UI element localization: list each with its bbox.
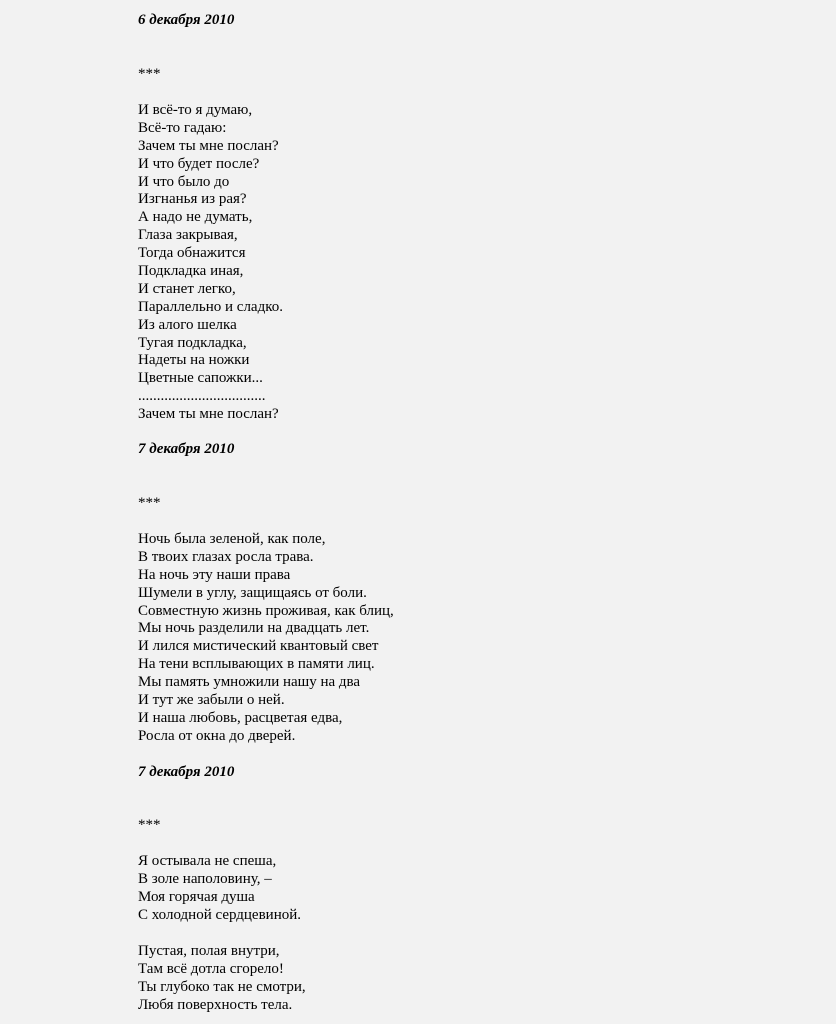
poem-line: А надо не думать, <box>138 209 253 226</box>
poem-date: 7 декабря 2010 <box>138 764 235 780</box>
poem-line: На ночь эту наши права <box>138 566 291 583</box>
poem-line: Мы память умножили нашу на два <box>138 674 361 691</box>
poem-line: Я остывала не спеша, <box>138 853 277 869</box>
poem-line: Совместную жизнь проживая, как блиц, <box>138 602 394 619</box>
poem-date: 7 декабря 2010 <box>138 441 235 457</box>
poem-line: Ты глубоко так не смотри, <box>138 978 306 995</box>
stanza <box>138 102 283 424</box>
poem-line: Там всё дотла сгорело! <box>138 960 284 977</box>
poem-line: С холодной сердцевиной. <box>138 906 302 923</box>
stanza <box>138 943 306 1015</box>
poem-line: Глаза закрывая, <box>138 227 238 244</box>
poem-line: Зачем ты мне послан? <box>138 137 279 154</box>
poem-line: И наша любовь, расцветая едва, <box>138 709 343 726</box>
poem-line: Изгнанья из рая? <box>138 191 247 208</box>
poem-line: Зачем ты мне послан? <box>138 406 279 423</box>
poem-line: Пустая, полая внутри, <box>138 943 280 959</box>
poem-line: В золе наполовину, – <box>138 870 272 887</box>
poem-line: Тогда обнажится <box>138 245 246 262</box>
poem-line: Росла от окна до дверей. <box>138 727 296 744</box>
poem-line: И что будет после? <box>138 155 260 172</box>
section-separator: *** <box>138 817 161 833</box>
poem-line: И тут же забыли о ней. <box>138 692 285 709</box>
stanza <box>138 531 394 746</box>
poem-line: И лился мистический квантовый свет <box>138 638 379 655</box>
section-separator: *** <box>138 66 161 82</box>
section-separator: *** <box>138 495 161 511</box>
poem-line: Мы ночь разделили на двадцать лет. <box>138 620 370 637</box>
poem-line: В твоих глазах росла трава. <box>138 548 314 565</box>
poem-line: Любя поверхность тела. <box>138 996 293 1013</box>
poem-line: Всё-то гадаю: <box>138 119 227 136</box>
poem-line: Надеты на ножки <box>138 352 250 369</box>
poem-line: .................................. <box>138 388 266 405</box>
poem-line: Параллельно и сладко. <box>138 298 283 315</box>
poem-line: Ночь была зеленой, как поле, <box>138 531 326 547</box>
poem-line: Из алого шелка <box>138 316 237 333</box>
poem-line: Тугая подкладка, <box>138 334 247 351</box>
poem-line: И что было до <box>138 173 230 190</box>
poem-line: И всё-то я думаю, <box>138 102 253 118</box>
poem-line: Цветные сапожки... <box>138 370 263 387</box>
poem-date: 6 декабря 2010 <box>138 12 235 28</box>
poem-line: И станет легко, <box>138 280 236 297</box>
poem-line: На тени всплывающих в памяти лиц. <box>138 656 375 673</box>
stanza <box>138 853 301 925</box>
poem-line: Подкладка иная, <box>138 263 244 280</box>
poem-line: Шумели в углу, защищаясь от боли. <box>138 584 367 601</box>
poem-line: Моя горячая душа <box>138 888 255 905</box>
